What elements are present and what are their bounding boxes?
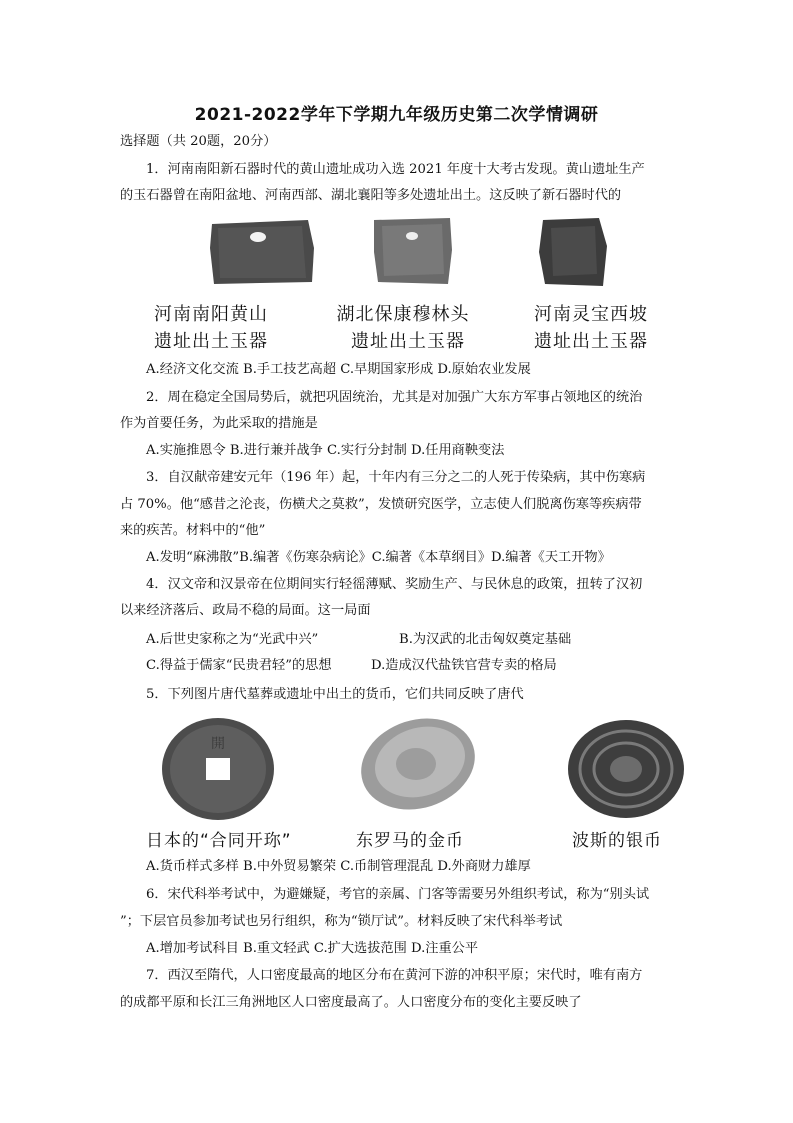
- jade-image-xipo: [537, 216, 609, 288]
- jade-caption-1-line1: 河南南阳黄山: [154, 304, 268, 325]
- coin-image-japan: [160, 716, 276, 822]
- q3-line3: 来的疾苦。材料中的“他”: [120, 523, 266, 538]
- jade-caption-3-line2: 遗址出土玉器: [534, 331, 648, 352]
- q1-options: A.经济文化交流 B.手工技艺高超 C.早期国家形成 D.原始农业发展: [146, 362, 531, 377]
- q2-options: A.实施推恩令 B.进行兼并战争 C.实行分封制 D.任用商鞅变法: [146, 443, 505, 458]
- svg-text:開: 開: [211, 736, 225, 752]
- q4-line2: 以来经济落后、政局不稳的局面。这一局面: [120, 603, 371, 618]
- coin-image-persian: [566, 718, 686, 820]
- q3-options: A.发明“麻沸散”B.编著《伤寒杂病论》C.编著《本草纲目》D.编著《天工开物》: [146, 550, 611, 565]
- q4-line1: 4．汉文帝和汉景帝在位期间实行轻徭薄赋、奖励生产、与民休息的政策，扭转了汉初: [146, 577, 643, 592]
- jade-caption-1-line2: 遗址出土玉器: [154, 331, 268, 352]
- jade-image-huangshan: [208, 218, 318, 286]
- jade-caption-2-line1: 湖北保康穆林头: [336, 304, 470, 325]
- q6-line2: ”；下层官员参加考试也另行组织，称为“锁厅试”。材料反映了宋代科举考试: [120, 914, 563, 929]
- q2-line1: 2．周在稳定全国局势后，就把巩固统治，尤其是对加强广大东方军事占领地区的统治: [146, 390, 643, 405]
- q4-option-a: A.后世史家称之为“光武中兴”: [146, 632, 319, 647]
- q4-option-b: B.为汉武的北击匈奴奠定基础: [399, 632, 572, 647]
- page-title: 2021-2022学年下学期九年级历史第二次学情调研: [194, 105, 599, 125]
- q4-option-c: C.得益于儒家“民贵君轻”的思想: [146, 658, 332, 673]
- q2-line2: 作为首要任务，为此采取的措施是: [120, 416, 318, 431]
- jade-caption-3-line1: 河南灵宝西坡: [534, 304, 648, 325]
- q5-options: A.货币样式多样 B.中外贸易繁荣 C.币制管理混乱 D.外商财力雄厚: [146, 859, 531, 874]
- q3-line2: 占 70%。他“感昔之沦丧，伤横犬之莫救”，发愤研究医学，立志使人们脱离伤寒等疾病带: [120, 497, 642, 512]
- q6-options: A.增加考试科目 B.重文轻武 C.扩大选拔范围 D.注重公平: [146, 941, 479, 956]
- coin-caption-persian: 波斯的银币: [572, 831, 662, 851]
- section-heading: 选择题（共 20题，20分）: [120, 134, 277, 149]
- coin-caption-byzantine: 东罗马的金币: [356, 831, 464, 851]
- q1-line1: 1．河南南阳新石器时代的黄山遗址成功入选 2021 年度十大考古发现。黄山遗址生产: [146, 162, 645, 177]
- q3-line1: 3．自汉献帝建安元年（196 年）起，十年内有三分之二的人死于传染病，其中伤寒病: [146, 470, 646, 485]
- coin-caption-japan: 日本的“合同开珎”: [146, 831, 292, 851]
- coin-image-byzantine: [356, 714, 480, 816]
- jade-image-baokang: [372, 216, 454, 286]
- q4-option-d: D.造成汉代盐铁官营专卖的格局: [371, 658, 557, 673]
- jade-caption-2-line2: 遗址出土玉器: [351, 331, 465, 352]
- q6-line1: 6．宋代科举考试中，为避嫌疑，考官的亲属、门客等需要另外组织考试，称为“别头试: [146, 887, 650, 902]
- q5-line1: 5．下列图片唐代墓葬或遗址中出土的货币，它们共同反映了唐代: [146, 687, 524, 702]
- q7-line2: 的成都平原和长江三角洲地区人口密度最高了。人口密度分布的变化主要反映了: [120, 995, 582, 1010]
- q7-line1: 7．西汉至隋代，人口密度最高的地区分布在黄河下游的冲积平原；宋代时，唯有南方: [146, 968, 643, 983]
- q1-line2: 的玉石器曾在南阳盆地、河南西部、湖北襄阳等多处遗址出土。这反映了新石器时代的: [120, 188, 622, 203]
